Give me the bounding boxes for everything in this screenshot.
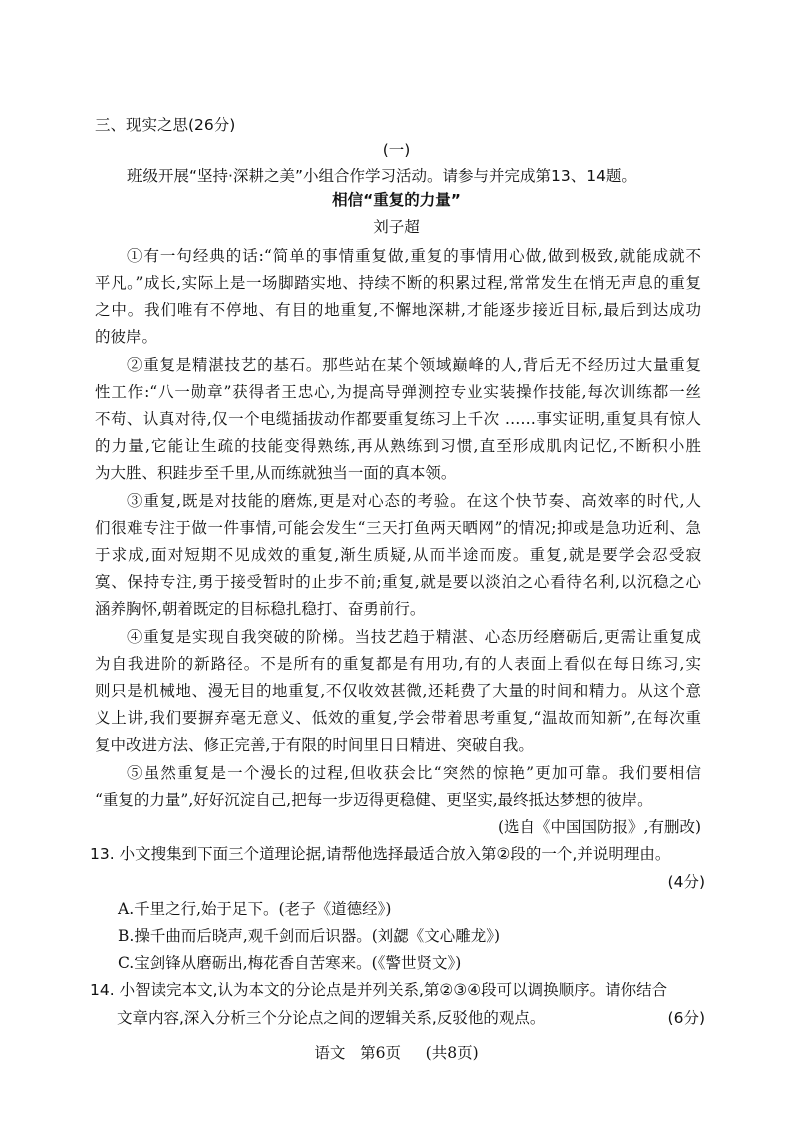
article-line: ③重复,既是对技能的磨炼,更是对心态的考验。在这个快节奏、高效率的时代,人 — [127, 492, 701, 510]
article-line: 于求成,面对短期不见成效的重复,渐生质疑,从而半途而废。重复,就是要学会忍受寂 — [95, 546, 701, 564]
question-13-option-b: B.操千曲而后晓声,观千剑而后识器。(刘勰《文心雕龙》) — [118, 927, 501, 945]
article-line: 则只是机械地、漫无目的地重复,不仅收效甚微,还耗费了大量的时间和精力。从这个意 — [95, 682, 701, 700]
article-line: 不苟、认真对待,仅一个电缆插拔动作都要重复练习上千次 ……事实证明,重复具有惊人 — [95, 410, 701, 428]
footer-subject: 语文 — [314, 1044, 346, 1062]
article-line: “重复的力量”,好好沉淀自己,把每一步迈得更稳健、更坚实,最终抵达梦想的彼岸。 — [95, 791, 653, 809]
footer-page: 第6页 — [360, 1044, 402, 1062]
footer-total: (共8页) — [425, 1044, 479, 1062]
question-14-text: 14. 小智读完本文,认为本文的分论点是并列关系,第②③④段可以调换顺序。请你结合 — [90, 981, 668, 999]
article-line: 义上讲,我们要摒弃毫无意义、低效的重复,学会带着思考重复,“温故而知新”,在每次重 — [95, 709, 701, 727]
article-line: 复中改进方法、修正完善,于有限的时间里日日精进、突破自我。 — [95, 736, 534, 754]
part-label: (一) — [382, 141, 411, 159]
article-line: 寞、保持专注,勇于接受暂时的止步不前;重复,就是要以淡泊之心看待名利,以沉稳之心 — [95, 573, 701, 591]
article-line: ④重复是实现自我突破的阶梯。当技艺趋于精湛、心态历经磨砺后,更需让重复成 — [127, 628, 701, 646]
article-line: 为自我进阶的新路径。不是所有的重复都是有用功,有的人表面上看似在每日练习,实 — [95, 655, 701, 673]
article-source: (选自《中国国防报》,有删改) — [497, 818, 701, 836]
page-footer — [0, 1043, 793, 1063]
question-13-option-a: A.千里之行,始于足下。(老子《道德经》) — [118, 900, 392, 918]
article-line: 的力量,它能让生疏的技能变得熟练,再从熟练到习惯,直至形成肌肉记忆,不断积小胜 — [95, 437, 701, 455]
question-13-score: (4分) — [667, 873, 705, 891]
article-author: 刘子超 — [373, 218, 420, 236]
article-line: 平凡。”成长,实际上是一场脚踏实地、持续不断的积累过程,常常发生在悄无声息的重复 — [95, 274, 701, 292]
article-title: 相信“重复的力量” — [332, 191, 461, 209]
article-line: 为大胜、积跬步至千里,从而练就独当一面的真本领。 — [95, 464, 457, 482]
article-line: 们很难专注于做一件事情,可能会发生“三天打鱼两天晒网”的情况;抑或是急功近利、急 — [95, 519, 701, 537]
question-14-score: (6分) — [667, 1009, 705, 1027]
article-line: 之中。我们唯有不停地、有目的地重复,不懈地深耕,才能逐步接近目标,最后到达成功 — [95, 301, 701, 319]
article-line: ⑤虽然重复是一个漫长的过程,但收获会比“突然的惊艳”更加可靠。我们要相信 — [127, 764, 701, 782]
article-line: ②重复是精湛技艺的基石。那些站在某个领域巅峰的人,背后无不经历过大量重复 — [127, 356, 701, 374]
question-13-text: 13. 小文搜集到下面三个道理论据,请帮他选择最适合放入第②段的一个,并说明理由。 — [90, 845, 671, 863]
question-13-option-c: C.宝剑锋从磨砺出,梅花香自苦寒来。(《警世贤文》) — [118, 954, 462, 972]
article-line: 涵养胸怀,朝着既定的目标稳扎稳打、奋勇前行。 — [95, 600, 426, 618]
section-heading: 三、现实之思(26分) — [95, 116, 236, 134]
question-14-text-cont: 文章内容,深入分析三个分论点之间的逻辑关系,反驳他的观点。 — [117, 1009, 546, 1027]
article-line: 性工作:“八一勋章”获得者王忠心,为提高导弹测控专业实装操作技能,每次训练都一丝 — [95, 383, 701, 401]
intro-text: 班级开展“坚持·深耕之美”小组合作学习活动。请参与并完成第13、14题。 — [127, 167, 637, 185]
article-line: ①有一句经典的话:“简单的事情重复做,重复的事情用心做,做到极致,就能成就不 — [127, 247, 701, 265]
article-line: 的彼岸。 — [95, 328, 158, 346]
